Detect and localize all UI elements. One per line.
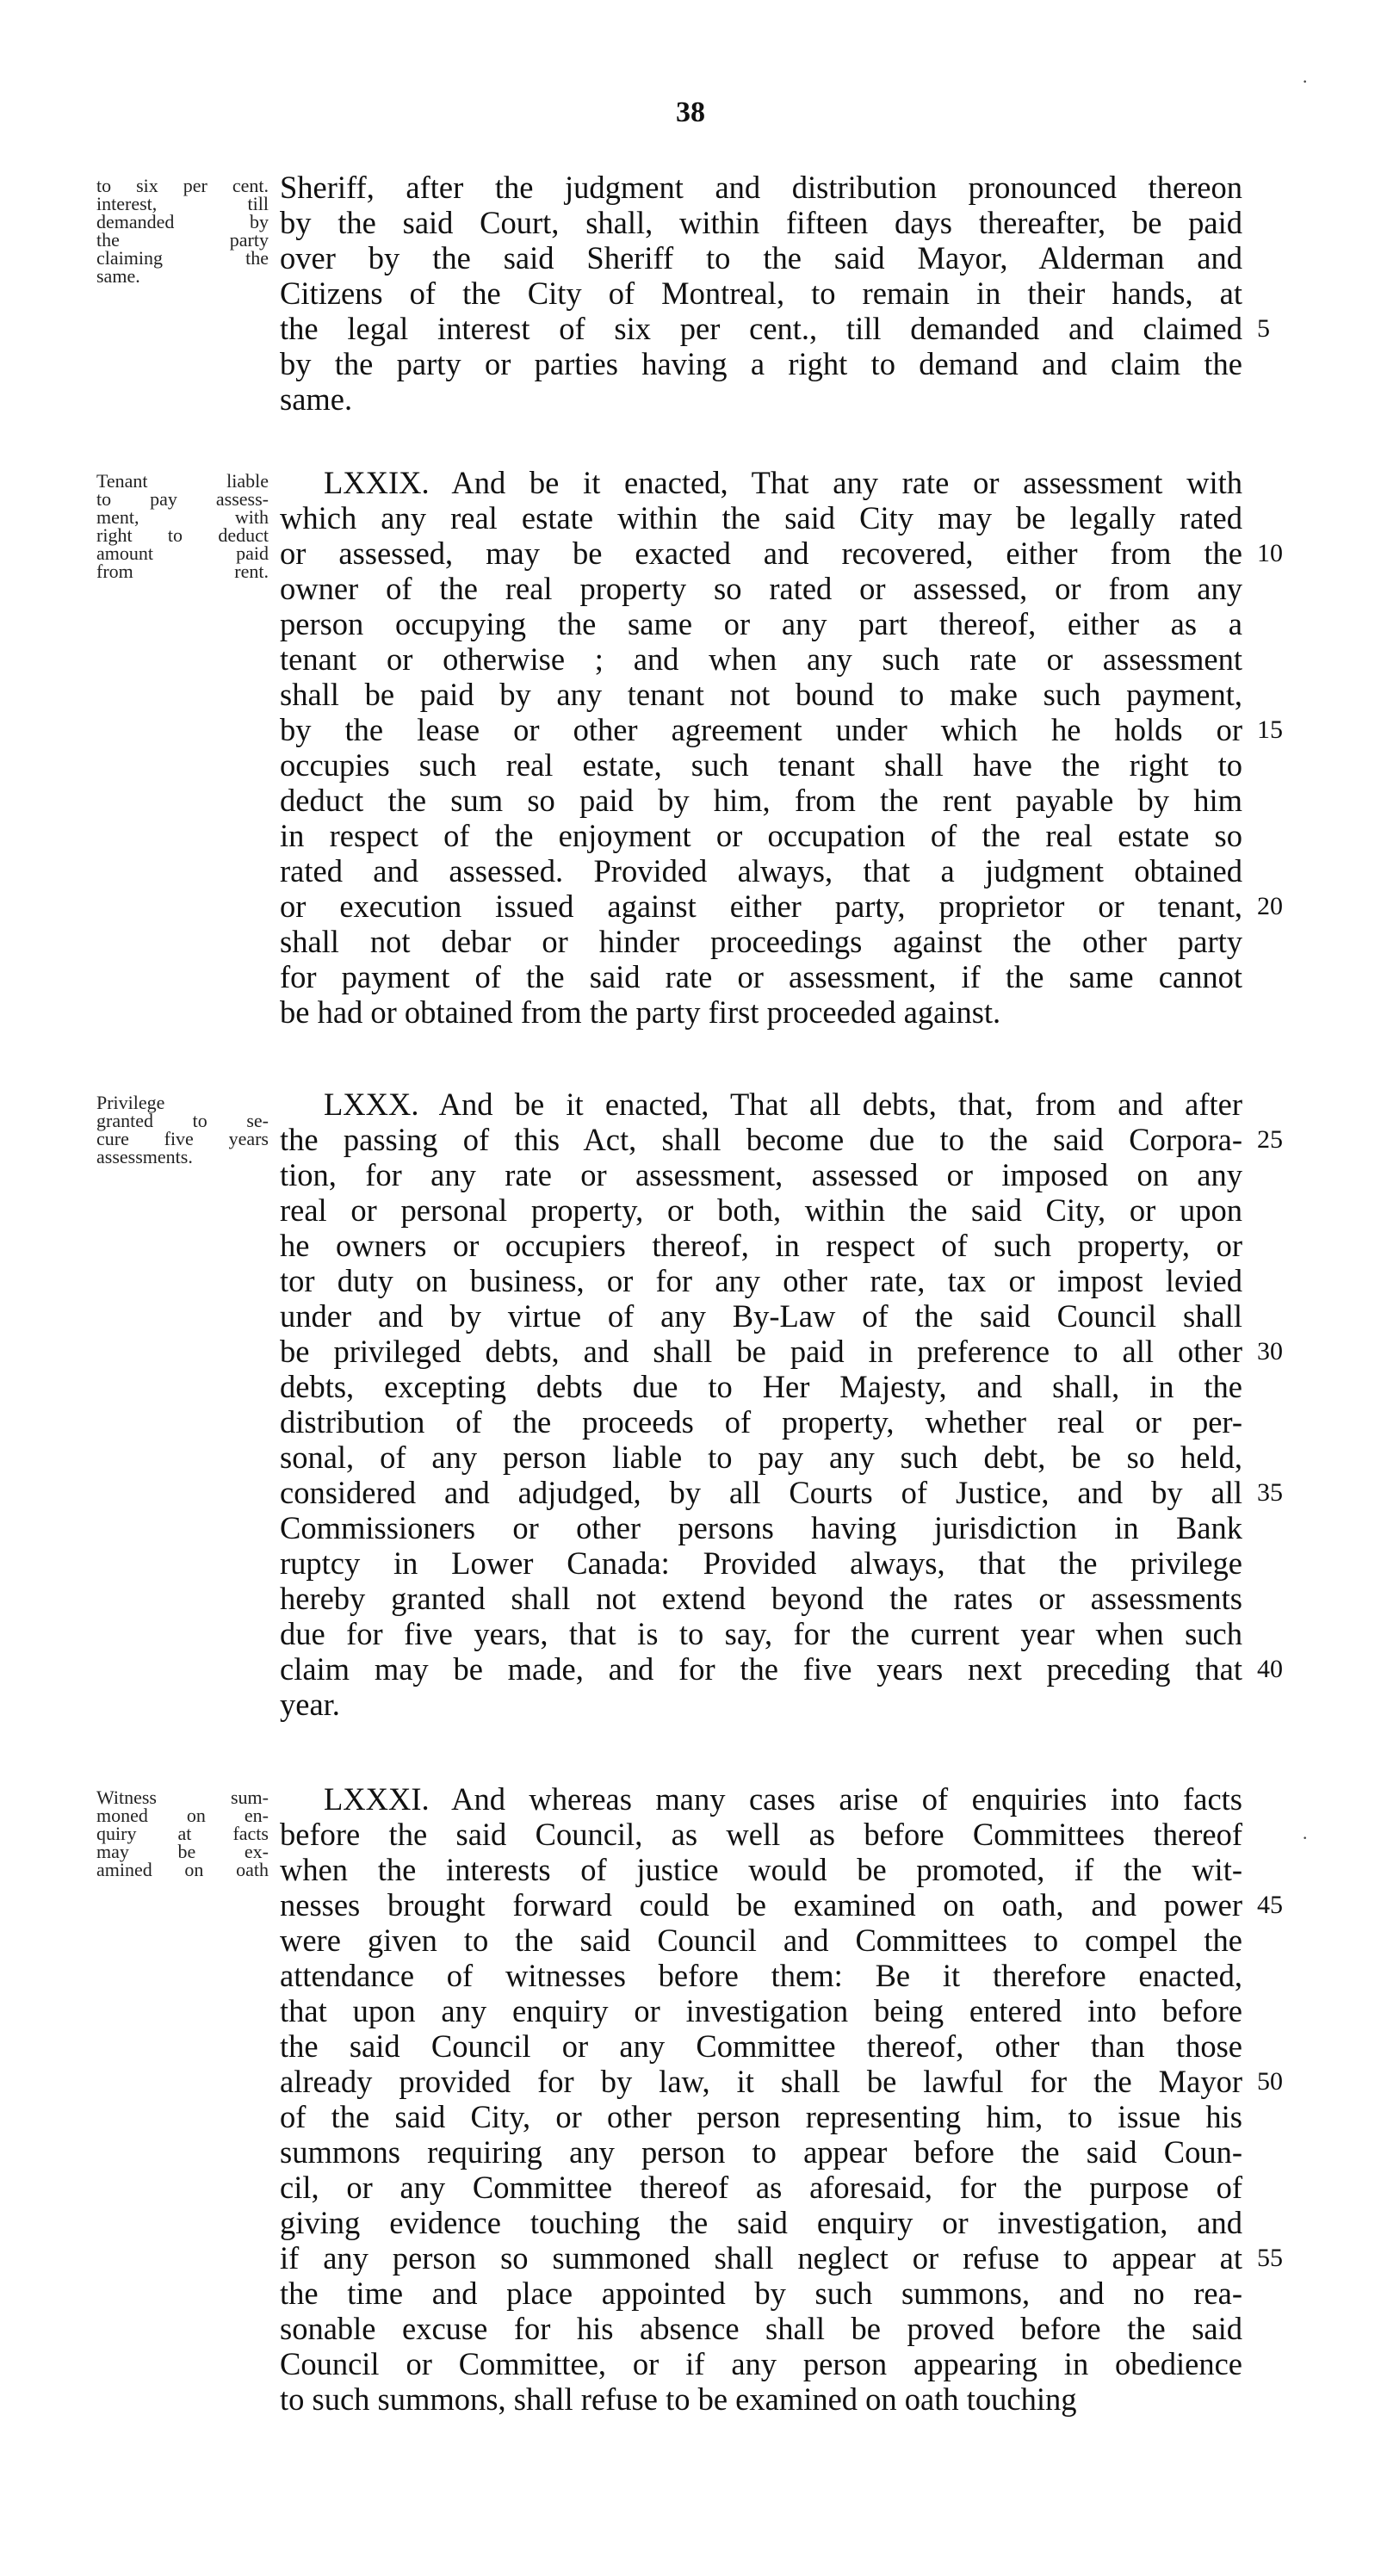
line-number: 25 <box>1257 1125 1283 1154</box>
text-line: summons requiring any person to appear before the said Coun- <box>280 2134 1242 2170</box>
text-line: the said Council or any Committee thereof, other than those <box>280 2028 1242 2064</box>
text-line: or execution issued against either party, proprietor or tenant, <box>280 889 1242 924</box>
text-line: same. <box>280 381 353 417</box>
text-line: tion, for any rate or assessment, assessed or imposed on any <box>280 1157 1242 1192</box>
margin-note <box>96 1788 269 1879</box>
text-line: occupies such real estate, such tenant shall have the right to <box>280 747 1242 783</box>
margin-note-line: may be ex- <box>96 1841 269 1862</box>
line-number: 20 <box>1257 892 1283 920</box>
text-line: year. <box>280 1687 340 1722</box>
line-number: 50 <box>1257 2067 1283 2096</box>
line-number: 10 <box>1257 539 1283 567</box>
text-line: by the said Court, shall, within fifteen days thereafter, be paid <box>280 205 1242 240</box>
margin-note-line: from rent. <box>96 560 269 582</box>
text-line: giving evidence touching the said enquiry or investigation, and <box>280 2205 1242 2240</box>
text-line: claim may be made, and for the five years next preceding that <box>280 1651 1242 1687</box>
text-line: be privileged debts, and shall be paid in preference to all other <box>280 1334 1242 1369</box>
margin-note <box>96 1093 269 1166</box>
text-line: debts, excepting debts due to Her Majesty, and shall, in the <box>280 1369 1242 1404</box>
margin-note-line: moned on en- <box>96 1805 269 1826</box>
margin-note-line: demanded by <box>96 211 269 232</box>
text-line: due for five years, that is to say, for the current year when such <box>280 1616 1242 1651</box>
text-line: be had or obtained from the party first proceeded against. <box>280 994 1001 1030</box>
text-line: the passing of this Act, shall become due to the said Corpora- <box>280 1122 1242 1157</box>
text-line: already provided for by law, it shall be lawful for the Mayor <box>280 2064 1242 2099</box>
text-line: distribution of the proceeds of property, whether real or per- <box>280 1404 1242 1440</box>
line-number: 55 <box>1257 2244 1283 2272</box>
text-line: the legal interest of six per cent., till demanded and claimed <box>280 311 1242 346</box>
text-line: Council or Committee, or if any person appearing in obedience <box>280 2346 1242 2381</box>
margin-note <box>96 472 269 580</box>
text-line: owner of the real property so rated or assessed, or from any <box>280 571 1242 606</box>
text-line: or assessed, may be exacted and recovered, either from the <box>280 536 1242 571</box>
text-line: real or personal property, or both, within the said City, or upon <box>280 1192 1242 1228</box>
margin-note-line: to six per cent. <box>96 175 269 196</box>
stray-mark: · <box>1302 71 1309 92</box>
text-line: to such summons, shall refuse to be examined on oath touching <box>280 2381 1077 2417</box>
text-line: which any real estate within the said City may be legally rated <box>280 500 1242 536</box>
text-line: shall be paid by any tenant not bound to make such payment, <box>280 677 1242 712</box>
text-line: LXXIX. And be it enacted, That any rate or assessment with <box>324 465 1242 500</box>
line-number: 30 <box>1257 1337 1283 1365</box>
margin-note-line: Witness sum- <box>96 1786 269 1808</box>
line-number: 35 <box>1257 1478 1283 1507</box>
text-line: he owners or occupiers thereof, in respect of such property, or <box>280 1228 1242 1263</box>
stray-mark: · <box>1302 1827 1309 1848</box>
text-line: hereby granted shall not extend beyond the rates or assessments <box>280 1581 1242 1616</box>
margin-note-line: to pay assess- <box>96 488 269 510</box>
margin-note-line: assessments. <box>96 1146 193 1167</box>
text-line: nesses brought forward could be examined on oath, and power <box>280 1887 1242 1923</box>
margin-note-line: Tenant liable <box>96 470 269 492</box>
margin-note-line: amount paid <box>96 542 269 564</box>
text-line: over by the said Sheriff to the said Mayor, Alderman and <box>280 240 1242 276</box>
text-line: were given to the said Council and Committees to compel the <box>280 1923 1242 1958</box>
text-line: for payment of the said rate or assessment, if the same cannot <box>280 959 1242 994</box>
text-line: tenant or otherwise ; and when any such rate or assessment <box>280 641 1242 677</box>
text-line: LXXX. And be it enacted, That all debts, that, from and after <box>324 1087 1242 1122</box>
text-line: the time and place appointed by such summons, and no rea- <box>280 2276 1242 2311</box>
text-line: when the interests of justice would be promoted, if the wit- <box>280 1852 1242 1887</box>
text-line: LXXXI. And whereas many cases arise of enquiries into facts <box>324 1781 1242 1817</box>
text-line: Sheriff, after the judgment and distribution pronounced thereon <box>280 170 1242 205</box>
margin-note-line: granted to se- <box>96 1110 269 1131</box>
text-line: shall not debar or hinder proceedings against the other party <box>280 924 1242 959</box>
text-line: deduct the sum so paid by him, from the rent payable by him <box>280 783 1242 818</box>
margin-note-line: the party <box>96 229 269 251</box>
margin-note <box>96 176 269 285</box>
text-line: of the said City, or other person representing him, to issue his <box>280 2099 1242 2134</box>
margin-note-line: same. <box>96 265 140 287</box>
text-line: sonal, of any person liable to pay any such debt, be so held, <box>280 1440 1242 1475</box>
text-line: person occupying the same or any part thereof, either as a <box>280 606 1242 641</box>
line-number: 45 <box>1257 1891 1283 1919</box>
text-line: by the lease or other agreement under which he holds or <box>280 712 1242 747</box>
margin-note-line: quiry at facts <box>96 1823 269 1844</box>
text-line: rated and assessed. Provided always, that a judgment obtained <box>280 853 1242 889</box>
margin-note-line: amined on oath <box>96 1859 269 1880</box>
text-line: tor duty on business, or for any other rate, tax or impost levied <box>280 1263 1242 1298</box>
margin-note-line: right to deduct <box>96 524 269 546</box>
margin-note-line: ment, with <box>96 506 269 528</box>
text-line: that upon any enquiry or investigation being entered into before <box>280 1993 1242 2028</box>
page-number: 38 <box>676 96 705 128</box>
text-line: attendance of witnesses before them: Be it therefore enacted, <box>280 1958 1242 1993</box>
text-line: Citizens of the City of Montreal, to remain in their hands, at <box>280 276 1242 311</box>
margin-note-line: interest, till <box>96 193 269 214</box>
text-line: ruptcy in Lower Canada: Provided always, that the privilege <box>280 1545 1242 1581</box>
line-number: 40 <box>1257 1655 1283 1683</box>
text-line: in respect of the enjoyment or occupation of the real estate so <box>280 818 1242 853</box>
text-line: under and by virtue of any By-Law of the said Council shall <box>280 1298 1242 1334</box>
line-number: 5 <box>1257 314 1270 343</box>
text-line: by the party or parties having a right to demand and claim the <box>280 346 1242 381</box>
text-line: Commissioners or other persons having jurisdiction in Bank <box>280 1510 1242 1545</box>
line-number: 15 <box>1257 715 1283 744</box>
text-line: cil, or any Committee thereof as aforesaid, for the purpose of <box>280 2170 1242 2205</box>
text-line: before the said Council, as well as before Committees thereof <box>280 1817 1242 1852</box>
text-line: if any person so summoned shall neglect or refuse to appear at <box>280 2240 1242 2276</box>
margin-note-line: cure five years <box>96 1128 269 1149</box>
margin-note-line: Privilege <box>96 1092 165 1113</box>
text-line: considered and adjudged, by all Courts of Justice, and by all <box>280 1475 1242 1510</box>
text-line: sonable excuse for his absence shall be proved before the said <box>280 2311 1242 2346</box>
margin-note-line: claiming the <box>96 247 269 269</box>
